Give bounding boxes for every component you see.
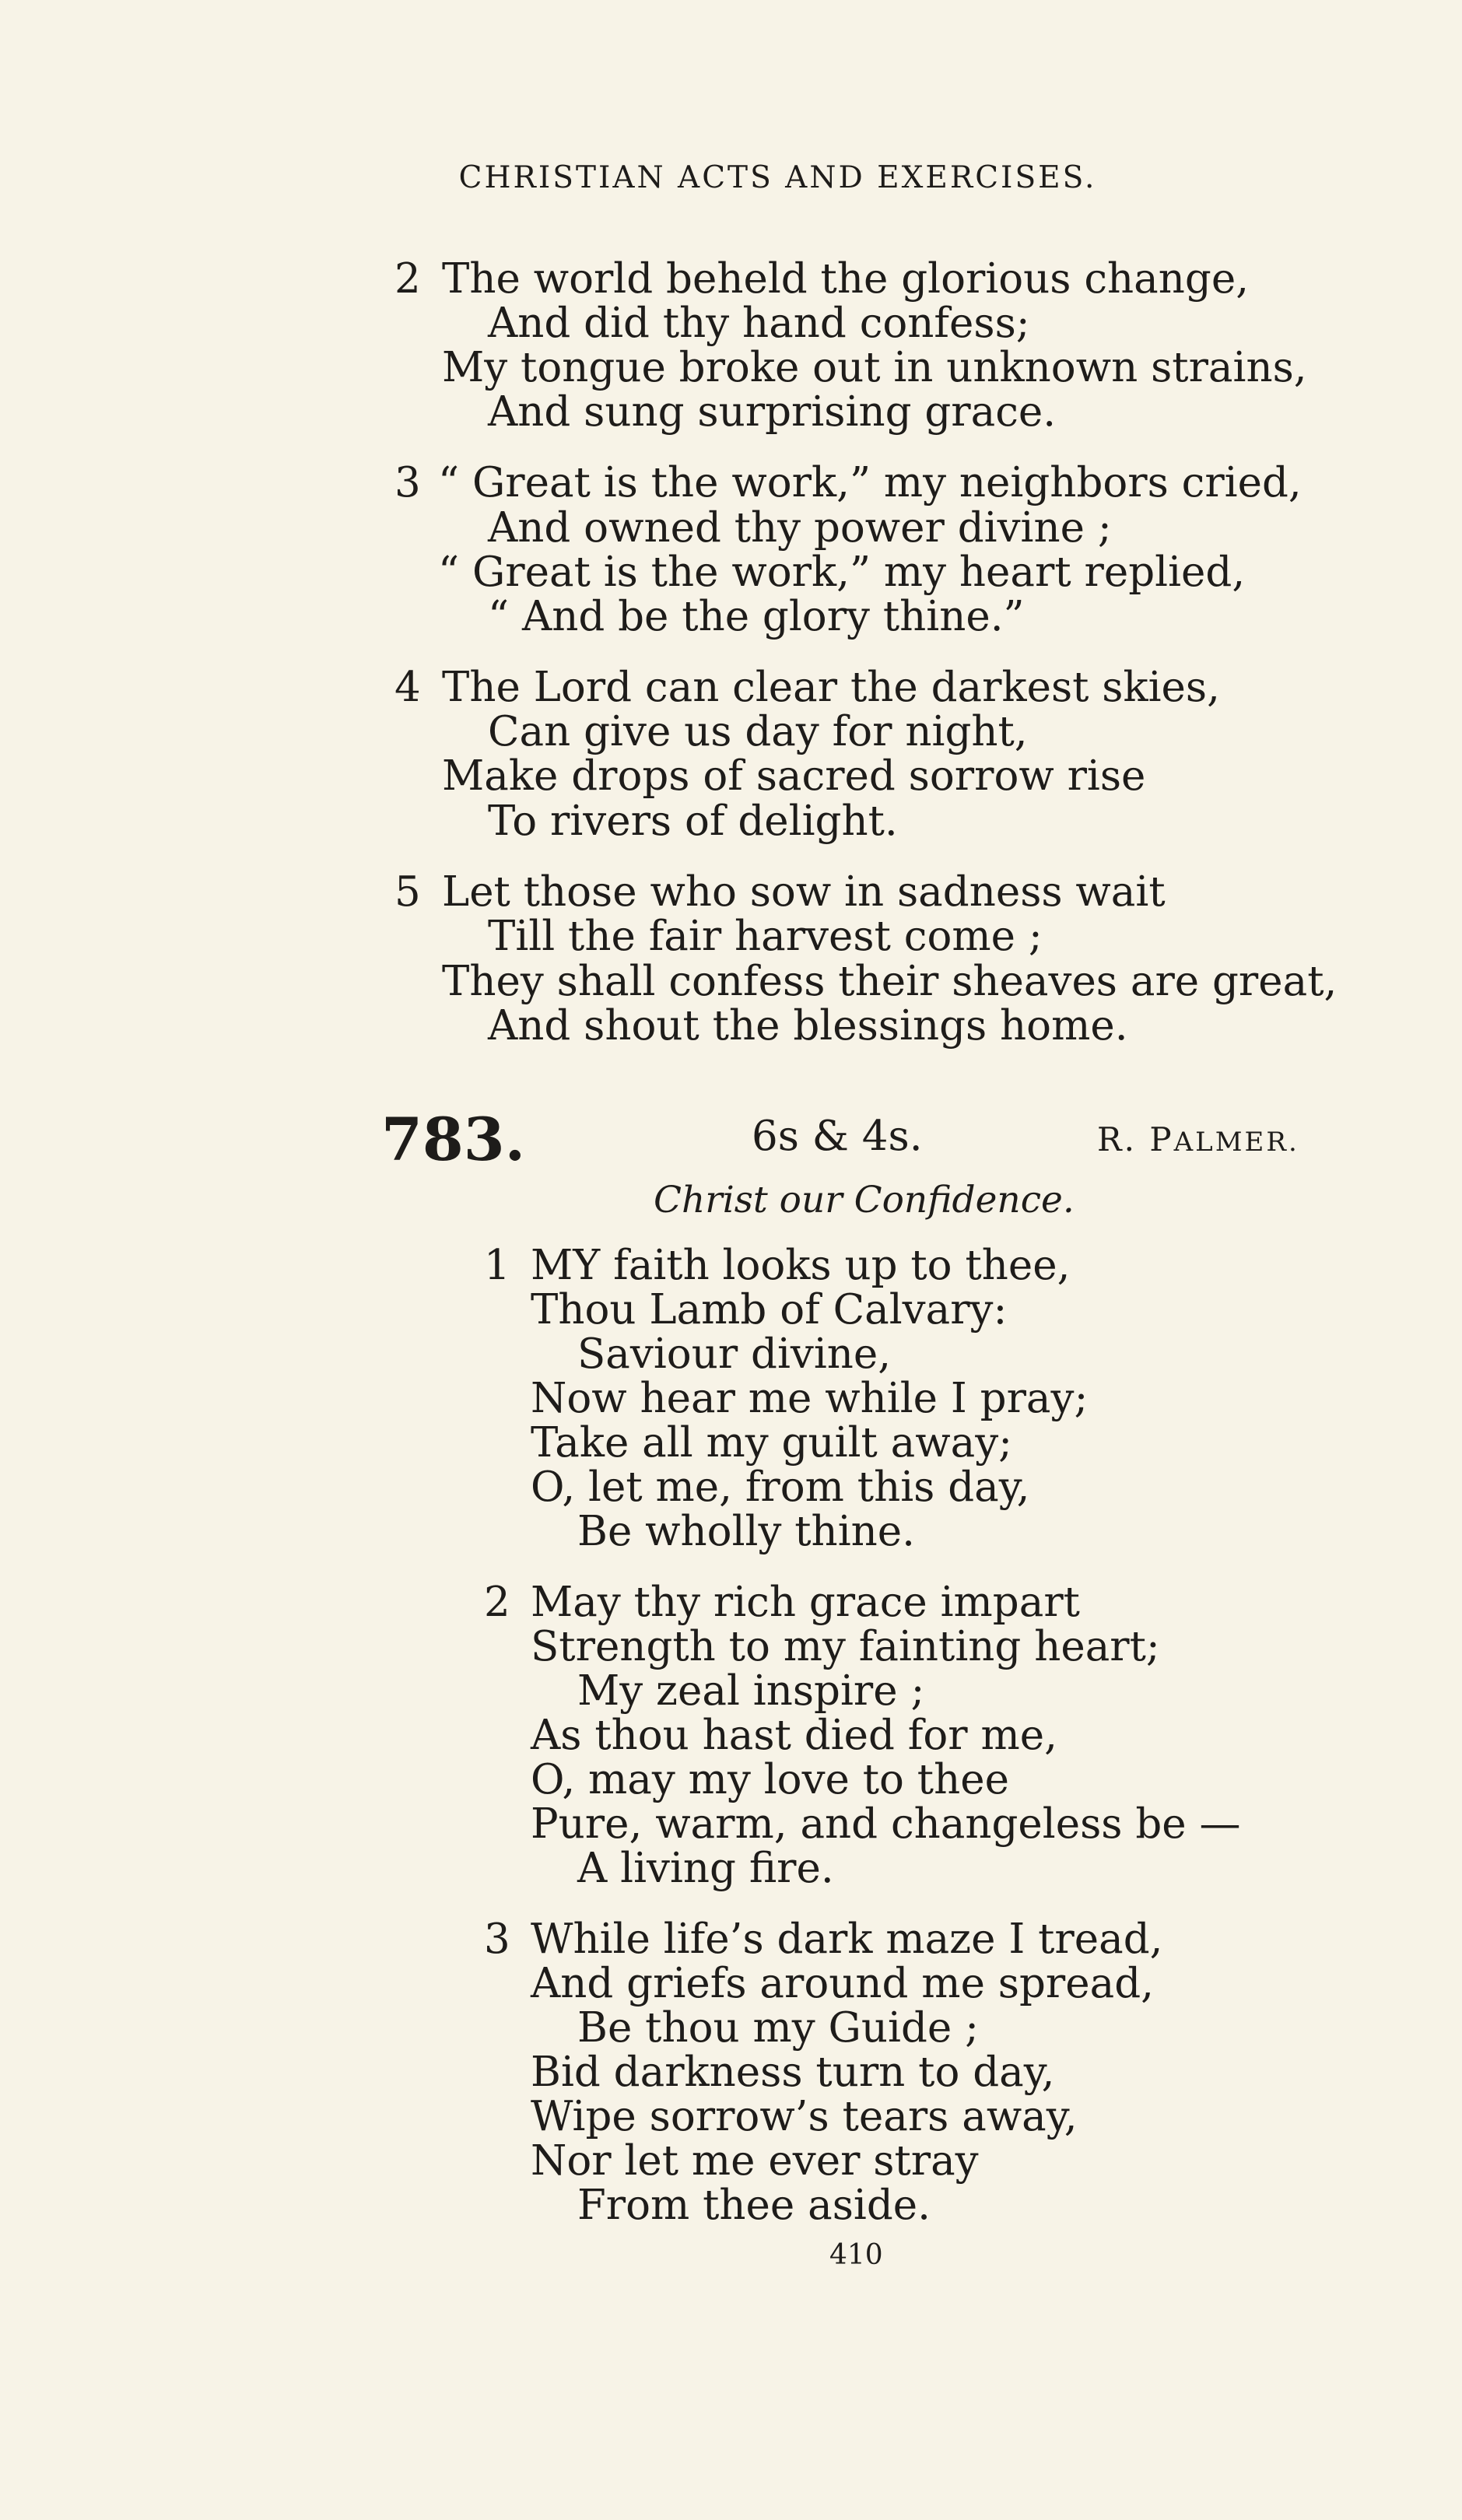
- verse-line: Be wholly thine.: [577, 1508, 915, 1555]
- verse-line: And sung surprising grace.: [488, 388, 1057, 436]
- author-initial: R. P: [1097, 1120, 1174, 1158]
- verse-line: The world beheld the glorious change,: [442, 255, 1250, 303]
- verse-number: 2: [394, 255, 421, 303]
- verse-line: Be thou my Guide ;: [577, 2004, 979, 2052]
- verse-line: “ Great is the work,” my heart replied,: [438, 549, 1246, 596]
- verse-line: And did thy hand confess;: [488, 300, 1030, 347]
- verse-line: While life’s dark maze I tread,: [531, 1915, 1163, 1963]
- author-surname: ALMER.: [1173, 1127, 1299, 1158]
- verse-number: 3: [484, 1915, 510, 1963]
- verse-line: And owned thy power divine ;: [488, 504, 1112, 552]
- verse-number: 3: [394, 459, 421, 506]
- verse-line: As thou hast died for me,: [531, 1712, 1057, 1759]
- verse-line: MY faith looks up to thee,: [531, 1242, 1071, 1289]
- verse-line: Saviour divine,: [577, 1330, 892, 1378]
- verse-number: 2: [484, 1579, 510, 1626]
- verse-line: My tongue broke out in unknown strains,: [442, 344, 1307, 391]
- verse-line: Take all my guilt away;: [531, 1419, 1013, 1467]
- verse-line: O, may my love to thee: [531, 1756, 1009, 1803]
- verse-line: Let those who sow in sadness wait: [442, 868, 1166, 916]
- verse-line: Make drops of sacred sorrow rise: [442, 752, 1146, 800]
- verse-number: 5: [394, 868, 421, 916]
- verse-line: Nor let me ever stray: [531, 2137, 979, 2185]
- verse-line: From thee aside.: [577, 2182, 931, 2229]
- verse-line: They shall confess their sheaves are great,: [442, 958, 1338, 1005]
- verse-line: My zeal inspire ;: [577, 1667, 925, 1715]
- verse-number: 4: [394, 664, 421, 711]
- verse-line: Bid darkness turn to day,: [531, 2049, 1055, 2096]
- verse-line: Now hear me while I pray;: [531, 1375, 1089, 1422]
- hymn-meter: 6s & 4s.: [752, 1113, 923, 1160]
- verse-line: Wipe sorrow’s tears away,: [531, 2093, 1078, 2140]
- verse-line: And shout the blessings home.: [488, 1002, 1128, 1050]
- running-header: CHRISTIAN ACTS AND EXERCISES.: [458, 160, 1097, 195]
- verse-line: Strength to my fainting heart;: [531, 1623, 1160, 1670]
- verse-line: A living fire.: [577, 1845, 834, 1892]
- verse-line: “ And be the glory thine.”: [488, 593, 1025, 640]
- hymn-author: [1097, 1120, 1299, 1158]
- verse-line: Pure, warm, and changeless be —: [531, 1800, 1241, 1848]
- verse-line: Thou Lamb of Calvary:: [531, 1286, 1008, 1334]
- hymn-subtitle: Christ our Confidence.: [654, 1179, 1075, 1221]
- verse-line: Can give us day for night,: [488, 708, 1028, 755]
- hymn-number: 783.: [381, 1105, 526, 1174]
- verse-line: May thy rich grace impart: [531, 1579, 1080, 1626]
- verse-line: To rivers of delight.: [488, 797, 898, 845]
- page-number: 410: [829, 2239, 883, 2271]
- verse-line: And griefs around me spread,: [531, 1960, 1154, 2007]
- verse-line: “ Great is the work,” my neighbors cried,: [438, 459, 1302, 506]
- verse-line: The Lord can clear the darkest skies,: [442, 664, 1220, 711]
- verse-line: Till the fair harvest come ;: [488, 913, 1043, 960]
- verse-number: 1: [484, 1242, 510, 1289]
- verse-line: O, let me, from this day,: [531, 1463, 1030, 1511]
